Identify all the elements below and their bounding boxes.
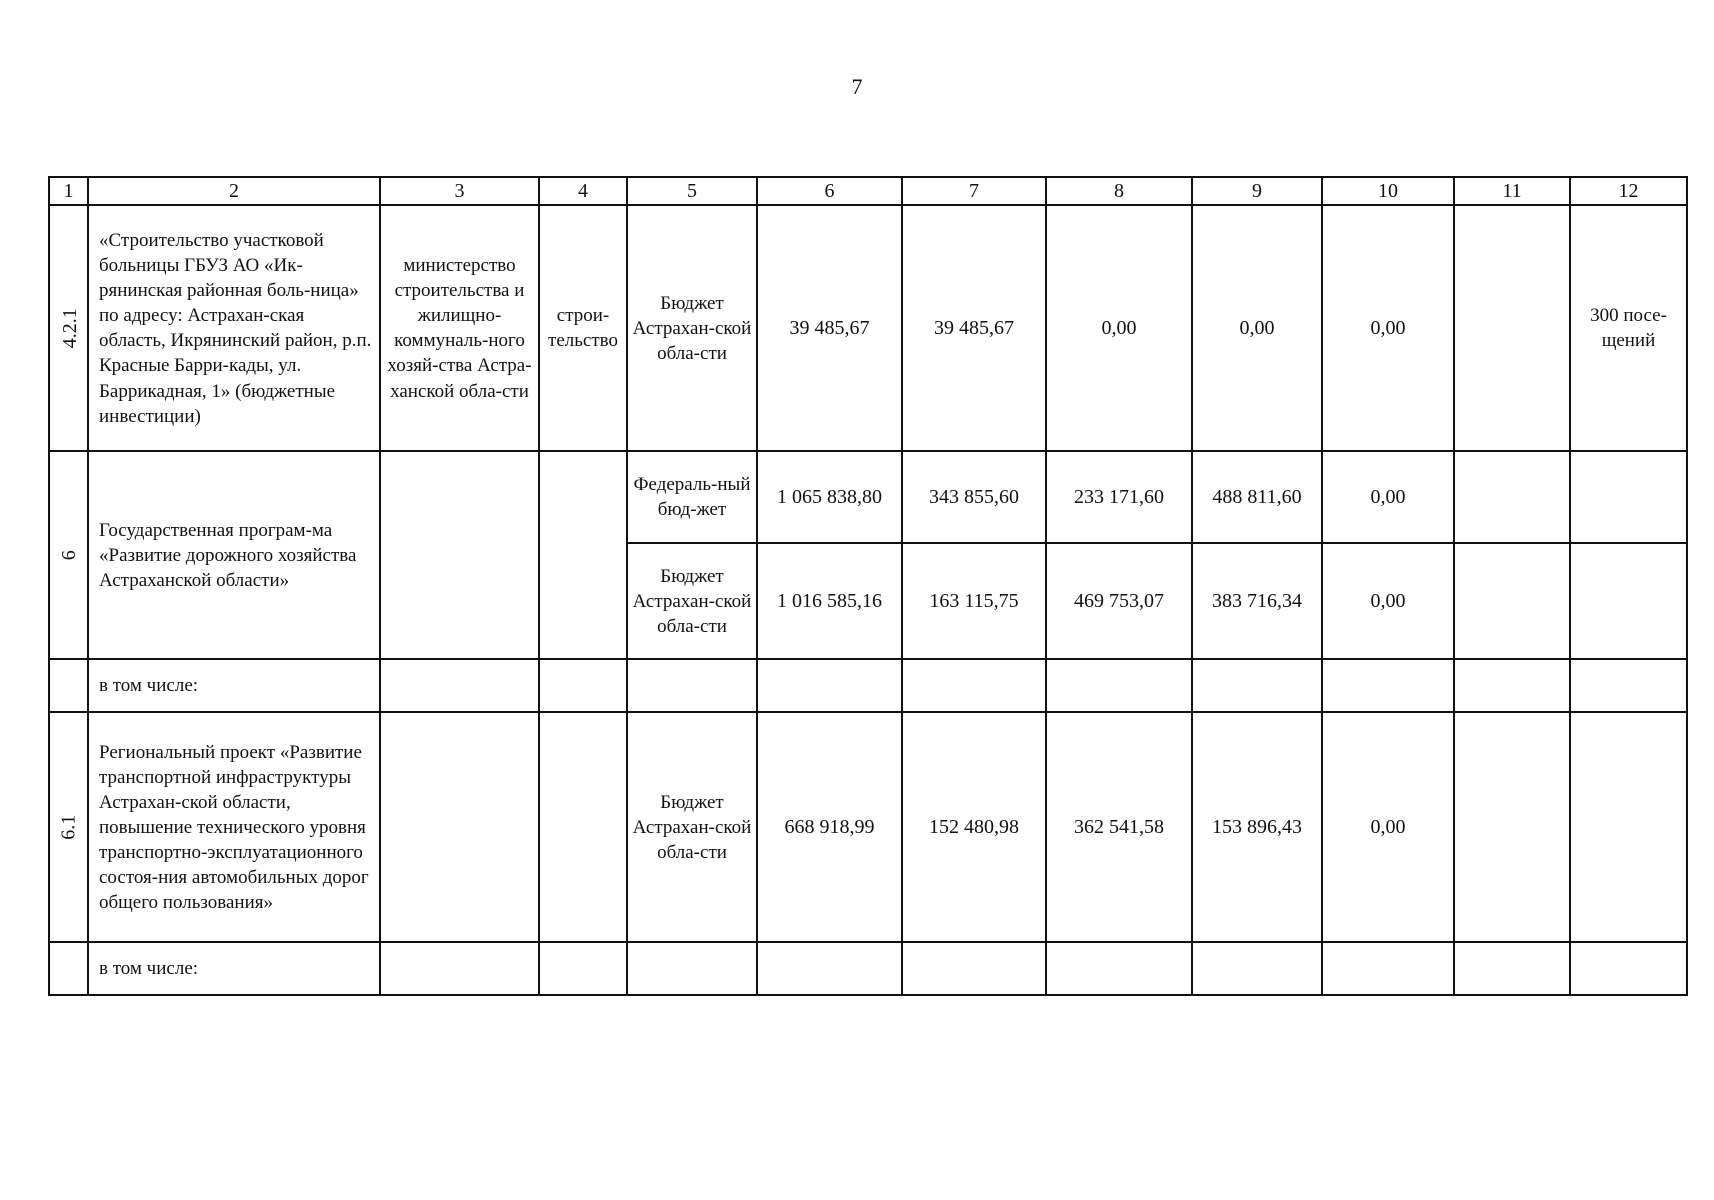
funding-source: Федераль-ный бюд-жет — [627, 451, 757, 543]
col-header-2: 2 — [88, 177, 380, 205]
value-col-6: 668 918,99 — [757, 712, 902, 942]
col-header-11: 11 — [1454, 177, 1570, 205]
col-header-7: 7 — [902, 177, 1046, 205]
value-col-7: 39 485,67 — [902, 205, 1046, 451]
executor — [380, 712, 539, 942]
executor: министерство строительства и жилищно-коммуналь-ного хозяй-ства Астра-ханской обла-сти — [380, 205, 539, 451]
empty-cell — [757, 942, 902, 995]
empty-cell — [380, 942, 539, 995]
table-row-including — [49, 659, 1687, 712]
col-header-10: 10 — [1322, 177, 1454, 205]
event-name: «Строительство участковой больницы ГБУЗ АО «Ик-рянинская районная боль-ница» по адресу: Астрахан-ская область, Икрянинский район, р.п. Красные Барри-кады, ул. Баррикадная, 1» (бюджетные инвестиции) — [88, 205, 380, 451]
expense-type — [539, 451, 627, 659]
expense-type: строи-тельство — [539, 205, 627, 451]
col-header-9: 9 — [1192, 177, 1322, 205]
result-indicator: 300 посе-щений — [1570, 205, 1687, 451]
value-col-8: 469 753,07 — [1046, 543, 1192, 659]
value-col-10: 0,00 — [1322, 543, 1454, 659]
empty-cell — [380, 659, 539, 712]
project-name: Региональный проект «Развитие транспортной инфраструктуры Астрахан-ской области, повышение технического уровня транспортно-эксплуатационного состоя-ния автомобильных дорог общего пользования» — [88, 712, 380, 942]
empty-cell — [1322, 942, 1454, 995]
expense-type — [539, 712, 627, 942]
row-code: 6.1 — [57, 814, 80, 840]
value-col-7: 152 480,98 — [902, 712, 1046, 942]
budget-table — [48, 176, 1688, 996]
value-col-7: 163 115,75 — [902, 543, 1046, 659]
including-label: в том числе: — [88, 659, 380, 712]
col-header-12: 12 — [1570, 177, 1687, 205]
col-header-3: 3 — [380, 177, 539, 205]
table-row-including — [49, 942, 1687, 995]
empty-cell — [1192, 942, 1322, 995]
funding-source: Бюджет Астрахан-ской обла-сти — [627, 543, 757, 659]
col-header-1: 1 — [49, 177, 88, 205]
value-col-11 — [1454, 205, 1570, 451]
funding-source: Бюджет Астрахан-ской обла-сти — [627, 712, 757, 942]
col-header-8: 8 — [1046, 177, 1192, 205]
row-code: 6 — [57, 550, 80, 561]
empty-cell — [627, 942, 757, 995]
col-header-6: 6 — [757, 177, 902, 205]
value-col-6: 1 065 838,80 — [757, 451, 902, 543]
value-col-8: 362 541,58 — [1046, 712, 1192, 942]
funding-source: Бюджет Астрахан-ской обла-сти — [627, 205, 757, 451]
row-code-cell — [49, 659, 88, 712]
row-code-cell — [49, 205, 88, 451]
table-row-4-2-1 — [49, 205, 1687, 451]
row-code: 4.2.1 — [58, 308, 81, 349]
empty-cell — [1192, 659, 1322, 712]
value-col-10: 0,00 — [1322, 712, 1454, 942]
value-col-10: 0,00 — [1322, 205, 1454, 451]
empty-cell — [1322, 659, 1454, 712]
value-col-8: 233 171,60 — [1046, 451, 1192, 543]
table-row-6-federal — [49, 451, 1687, 543]
empty-cell — [539, 942, 627, 995]
value-col-10: 0,00 — [1322, 451, 1454, 543]
executor — [380, 451, 539, 659]
empty-cell — [902, 942, 1046, 995]
col-header-4: 4 — [539, 177, 627, 205]
value-col-8: 0,00 — [1046, 205, 1192, 451]
empty-cell — [627, 659, 757, 712]
empty-cell — [1570, 659, 1687, 712]
value-col-11 — [1454, 451, 1570, 543]
value-col-11 — [1454, 543, 1570, 659]
empty-cell — [1454, 942, 1570, 995]
value-col-6: 1 016 585,16 — [757, 543, 902, 659]
row-code-cell — [49, 451, 88, 659]
value-col-7: 343 855,60 — [902, 451, 1046, 543]
table-row-6-1 — [49, 712, 1687, 942]
value-col-12 — [1570, 712, 1687, 942]
value-col-6: 39 485,67 — [757, 205, 902, 451]
col-header-5: 5 — [627, 177, 757, 205]
value-col-11 — [1454, 712, 1570, 942]
empty-cell — [1046, 942, 1192, 995]
empty-cell — [757, 659, 902, 712]
empty-cell — [1454, 659, 1570, 712]
value-col-9: 153 896,43 — [1192, 712, 1322, 942]
program-name: Государственная програм-ма «Развитие дорожного хозяйства Астраханской области» — [88, 451, 380, 659]
empty-cell — [1046, 659, 1192, 712]
empty-cell — [539, 659, 627, 712]
value-col-9: 488 811,60 — [1192, 451, 1322, 543]
value-col-9: 0,00 — [1192, 205, 1322, 451]
page-number: 7 — [851, 74, 863, 99]
value-col-9: 383 716,34 — [1192, 543, 1322, 659]
empty-cell — [902, 659, 1046, 712]
including-label: в том числе: — [88, 942, 380, 995]
value-col-12 — [1570, 451, 1687, 543]
column-number-row — [49, 177, 1687, 205]
row-code-cell — [49, 712, 88, 942]
empty-cell — [1570, 942, 1687, 995]
row-code-cell — [49, 942, 88, 995]
value-col-12 — [1570, 543, 1687, 659]
